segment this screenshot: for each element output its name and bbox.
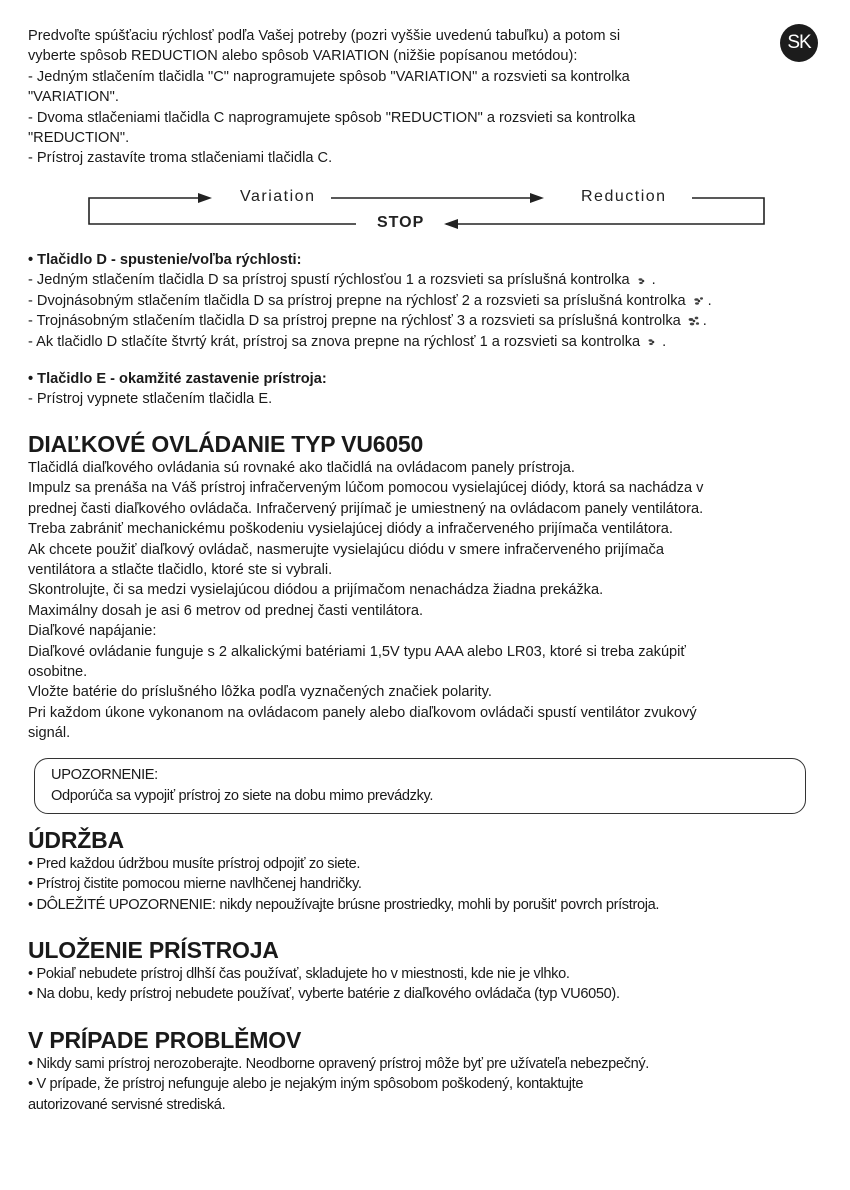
storage-heading: ULOŽENIE PRÍSTROJA (28, 937, 279, 963)
arrow-right-icon (198, 193, 212, 203)
problems-line: • V prípade, že prístroj nefunguje alebo je nejakým iným spôsobom poškodený, kontaktujte (28, 1076, 584, 1093)
button-d-title: • Tlačidlo D - spustenie/voľba rýchlosti: (28, 252, 302, 268)
remote-line: Diaľkové ovládanie funguje s 2 alkalickými batériami 1,5V typu AAA alebo LR03, ktoré si treba zakúpiť (28, 643, 686, 660)
line-end: . (662, 333, 667, 350)
problems-line: • Nikdy sami prístroj nerozoberajte. Neodborne opravený prístroj môže byť pre užívateľa nebezpečný. (28, 1056, 650, 1072)
button-d-line (28, 270, 828, 290)
problems-section (28, 1026, 828, 1115)
maintenance-line: • Prístroj čistite pomocou mierne navlhčenej handričky. (28, 876, 362, 893)
problems-heading: V PRÍPADE PROBLĚMOV (28, 1027, 302, 1053)
button-d-text: - Jedným stlačením tlačidla D sa prístroj spustí rýchlosťou 1 a rozsvieti sa príslušná kontrolka (28, 272, 630, 289)
notice-text: Odporúča sa vypojiť prístroj zo siete na dobu mimo prevádzky. (51, 788, 434, 804)
button-d-text: - Trojnásobným stlačením tlačidla D sa prístroj prepne na rýchlosť 3 a rozsvieti sa príslušná kontrolka (28, 313, 681, 330)
remote-line: Impulz sa prenáša na Váš prístroj infračerveným lúčom pomocou vysielajúcej diódy, ktorá sa nachádza v (28, 480, 704, 497)
state-stop: STOP (373, 214, 428, 232)
speed-3-icon (687, 315, 701, 327)
remote-line: Ak chcete použiť diaľkový ovládač, nasmerujte vysielajúcu diódu v smere infračerveného prijímača (28, 541, 664, 558)
language-badge: SK (780, 24, 818, 62)
button-d-line (28, 311, 828, 331)
line-end: . (702, 313, 707, 330)
speed-2-icon (692, 295, 706, 307)
remote-line: Vložte batérie do príslušného lôžka podľa vyznačených značiek polarity. (28, 684, 492, 701)
button-d-line (28, 291, 828, 311)
state-reduction: Reduction (577, 188, 671, 206)
speed-1-icon (646, 336, 660, 348)
arrow-left-icon (444, 219, 458, 229)
button-d-text: - Ak tlačidlo D stlačíte štvrtý krát, prístroj sa znova prepne na rýchlosť 1 a rozsvieti sa kontrolka (28, 333, 641, 350)
remote-line: Treba zabrániť mechanickému poškodeniu vysielajúcej diódy a infračerveného prijímača ventilátora. (28, 521, 673, 538)
button-e-section (28, 369, 828, 410)
problems-line: autorizované servisné strediská. (28, 1096, 226, 1113)
remote-line: ventilátora a stlačte tlačidlo, ktoré ste si vybrali. (28, 562, 333, 579)
state-variation: Variation (236, 188, 319, 206)
button-d-line (28, 332, 828, 352)
intro-line: "REDUCTION". (28, 130, 130, 147)
remote-line: signál. (28, 725, 71, 742)
maintenance-section (28, 826, 828, 915)
remote-line: Skontrolujte, či sa medzi vysielajúcou diódou a prijímačom nenachádza žiadna prekážka. (28, 582, 604, 599)
remote-line: Maximálny dosah je asi 6 metrov od prednej časti ventilátora. (28, 602, 424, 619)
maintenance-heading: ÚDRŽBA (28, 827, 124, 853)
intro-line: - Prístroj zastavíte troma stlačeniami tlačidla C. (28, 150, 333, 167)
intro-line: "VARIATION". (28, 89, 119, 106)
remote-line: osobitne. (28, 664, 88, 681)
notice-box (34, 758, 806, 814)
storage-line: • Pokiaľ nebudete prístroj dlhší čas používať, skladujete ho v miestnosti, kde nie je vlhko. (28, 966, 570, 982)
line-end: . (651, 272, 656, 289)
remote-line: Diaľkové napájanie: (28, 623, 157, 640)
intro-line: Predvoľte spúšťaciu rýchlosť podľa Vašej potreby (pozri vyššie uvedenú tabuľku) a potom si (28, 28, 621, 44)
intro-line: vyberte spôsob REDUCTION alebo spôsob VARIATION (nižšie popísanou metódou): (28, 48, 578, 65)
remote-line: prednej časti diaľkového ovládača. Infračervený prijímač je umiestnený na ovládacom panely ventilátora. (28, 500, 704, 517)
maintenance-line: • Pred každou údržbou musíte prístroj odpojiť zo siete. (28, 856, 361, 872)
remote-line: Tlačidlá diaľkového ovládania sú rovnaké ako tlačidlá na ovládacom panely prístroja. (28, 460, 575, 476)
cycle-diagram (86, 186, 768, 234)
button-e-line: - Prístroj vypnete stlačením tlačidla E. (28, 391, 273, 408)
intro-line: - Jedným stlačením tlačidla "C" naprogramujete spôsob "VARIATION" a rozsvieti sa kontrolka (28, 68, 630, 85)
button-d-section (28, 250, 828, 352)
notice-title: UPOZORNENIE: (51, 767, 158, 783)
remote-section (28, 430, 828, 744)
storage-section (28, 936, 828, 1005)
storage-line: • Na dobu, kedy prístroj nebudete používať, vyberte batérie z diaľkového ovládača (typ VU6050). (28, 986, 620, 1003)
remote-heading: DIAĽKOVÉ OVLÁDANIE TYP VU6050 (28, 431, 424, 457)
button-d-text: - Dvojnásobným stlačením tlačidla D sa prístroj prepne na rýchlosť 2 a rozsvieti sa príslušná kontrolka (28, 292, 686, 309)
button-e-title: • Tlačidlo E - okamžité zastavenie prístroja: (28, 371, 327, 387)
intro-section (28, 26, 828, 169)
maintenance-line: • DÔLEŽITÉ UPOZORNENIE: nikdy nepoužívajte brúsne prostriedky, mohli by porušit' povrch prístroja. (28, 896, 660, 913)
speed-1-icon (636, 275, 650, 287)
intro-line: - Dvoma stlačeniami tlačidla C naprogramujete spôsob "REDUCTION" a rozsvieti sa kontrolka (28, 109, 636, 126)
arrow-right-icon (530, 193, 544, 203)
line-end: . (707, 292, 712, 309)
remote-line: Pri každom úkone vykonanom na ovládacom panely alebo diaľkovom ovládači spustí ventilátor zvukový (28, 704, 697, 721)
